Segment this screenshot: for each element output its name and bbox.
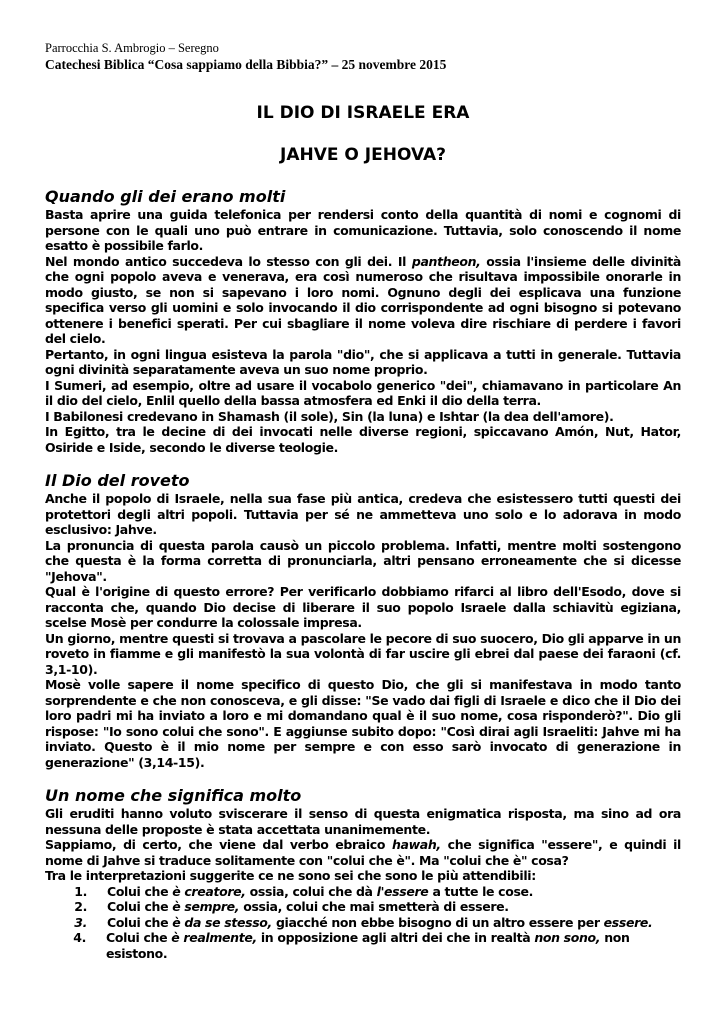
list-text <box>106 930 681 961</box>
paragraph: Qual è l'origine di questo errore? Per verificarlo dobbiamo rifarci al libro dell'Esodo, dove si racconta che, quando Dio decise di liberare il suo popolo Israele dalla schiavitù egiziana, scelse Mosè per condurre la colossale impresa. <box>45 584 681 630</box>
paragraph: La pronuncia di questa parola causò un piccolo problema. Infatti, mentre molti sostengono che questa è la forma corretta di pronunciarla, altri pensano erroneamente che si dicesse "Jehova". <box>45 537 681 584</box>
paragraph: I Sumeri, ad esempio, oltre ad usare il vocabolo generico "dei", chiamavano in particolare An il dio del cielo, Enlil quello della bassa atmosfera ed Enki il dio della terra. <box>45 377 681 408</box>
course-header: Catechesi Biblica “Cosa sappiamo della Bibbia?” – 25 novembre 2015 <box>45 57 447 72</box>
section-heading-1: Quando gli dei erano molti <box>45 187 286 206</box>
list-item <box>45 930 681 961</box>
text-run: ossia l'insieme delle divinità che ogni popolo aveva e venerava, era così numeroso che risultava impossibile onorarle in modo giusto, se non si sapevano i loro nomi. Ognuno degli dei esplicava una funzione specifica verso gli uomini e solo invocando il dio corrispondente ad ogni bisogno si potevano ottenere i benefici sperati. Per cui sbagliare il nome voleva dire rischiare di perdere i favori del cielo. <box>45 253 681 346</box>
emphasis: è creatore, <box>172 883 246 899</box>
emphasis: essere. <box>603 914 653 930</box>
list-number: 1. <box>74 883 87 899</box>
list-item <box>45 899 681 915</box>
emphasis: pantheon, <box>411 253 481 269</box>
interpretations-list <box>45 884 681 962</box>
text-run: Colui che <box>107 914 173 930</box>
paragraph: Pertanto, in ogni lingua esisteva la parola "dio", che si applicava a tutti in generale. Tuttavia ogni divinità separatamente aveva un suo nome proprio. <box>45 346 681 377</box>
text-run: a tutte le cose. <box>428 883 534 899</box>
paragraph: Basta aprire una guida telefonica per rendersi conto della quantità di nomi e cognomi di persone con le quali uno può entrare in comunicazione. Tuttavia, solo conoscendo il nome esatto è possibile farlo. <box>45 207 681 253</box>
section-body-2 <box>45 491 681 770</box>
paragraph <box>45 837 681 868</box>
text-run: in opposizione agli altri dei che in realtà <box>256 930 535 945</box>
list-number: 4. <box>73 930 87 945</box>
list-text <box>107 915 652 931</box>
text-run: giacché non ebbe bisogno di un altro essere per <box>271 914 604 930</box>
text-run: non esistono. <box>106 930 630 961</box>
text-run: ossia, colui che dà <box>245 883 377 899</box>
section-body-3 <box>45 806 681 961</box>
title-line-2: JAHVE O JEHOVA? <box>280 145 446 165</box>
paragraph: I Babilonesi credevano in Shamash (il sole), Sin (la luna) e Ishtar (la dea dell'amore). <box>45 408 614 424</box>
paragraph: Gli eruditi hanno voluto sviscerare il senso di questa enigmatica risposta, ma sino ad ora nessuna delle proposte è stata accettata unanimemente. <box>45 806 681 837</box>
emphasis: è realmente, <box>171 930 257 945</box>
emphasis: l'essere <box>376 883 429 899</box>
section-heading-2: Il Dio del roveto <box>45 471 190 490</box>
section-heading-3: Un nome che significa molto <box>45 786 302 805</box>
text-run: che significa "essere", e quindi il nome di Jahve si traduce solitamente con "colui che è". Ma "colui che è" cosa? <box>45 837 681 868</box>
list-number: 2. <box>74 899 87 914</box>
list-number: 3. <box>74 914 87 930</box>
paragraph <box>45 254 681 347</box>
list-item <box>45 915 681 931</box>
list-item <box>45 884 681 900</box>
document-page <box>45 40 681 961</box>
emphasis: non sono, <box>534 930 601 945</box>
paragraph: In Egitto, tra le decine di dei invocati nelle diverse regioni, spiccavano Amón, Nut, Hator, Osiride e Iside, secondo le diverse teologie. <box>45 424 681 455</box>
title-line-1: IL DIO DI ISRAELE ERA <box>256 103 470 123</box>
emphasis: è da se stesso, <box>172 914 272 930</box>
paragraph: Mosè volle sapere il nome specifico di questo Dio, che gli si manifestava in modo tanto sorprendente e che non conosceva, e gli disse: "Se vado dai figli di Israele e dico che il Dio dei loro padri mi ha inviato a loro e mi domandano qual è il suo nome, cosa risponderò?". Dio gli rispose: "Io sono colui che sono". E aggiunse subito dopo: "Così dirai agli Israeliti: Jahve mi ha inviato. Questo è il mio nome per sempre e con esso sarò invocato di generazione in generazione" (3,14-15). <box>45 677 681 770</box>
paragraph: Un giorno, mentre questi si trovava a pascolare le pecore di suo suocero, Dio gli apparve in un roveto in fiamme e gli manifestò la sua volontà di far uscire gli ebrei dal paese dei faraoni (cf. 3,1-10). <box>45 630 681 677</box>
list-text <box>107 884 533 900</box>
emphasis: è sempre, <box>172 899 240 914</box>
list-text <box>107 899 509 915</box>
text-run: Sappiamo, di certo, che viene dal verbo ebraico <box>45 837 392 852</box>
text-run: ossia, colui che mai smetterà di essere. <box>239 899 509 914</box>
paragraph: Tra le interpretazioni suggerite ce ne sono sei che sono le più attendibili: <box>45 868 536 883</box>
section-body-1 <box>45 207 681 455</box>
text-run: Colui che <box>107 899 173 914</box>
text-run: Colui che <box>107 883 173 899</box>
emphasis: hawah, <box>391 837 441 852</box>
parish-header: Parrocchia S. Ambrogio – Seregno <box>45 41 219 55</box>
paragraph: Anche il popolo di Israele, nella sua fase più antica, credeva che esistessero tutti questi dei protettori degli altri popoli. Tuttavia per sé ne ammetteva uno solo e lo adorava in modo esclusivo: Jahve. <box>45 491 681 537</box>
text-run: Colui che <box>106 930 172 945</box>
text-run: Nel mondo antico succedeva lo stesso con gli dei. Il <box>45 253 412 269</box>
